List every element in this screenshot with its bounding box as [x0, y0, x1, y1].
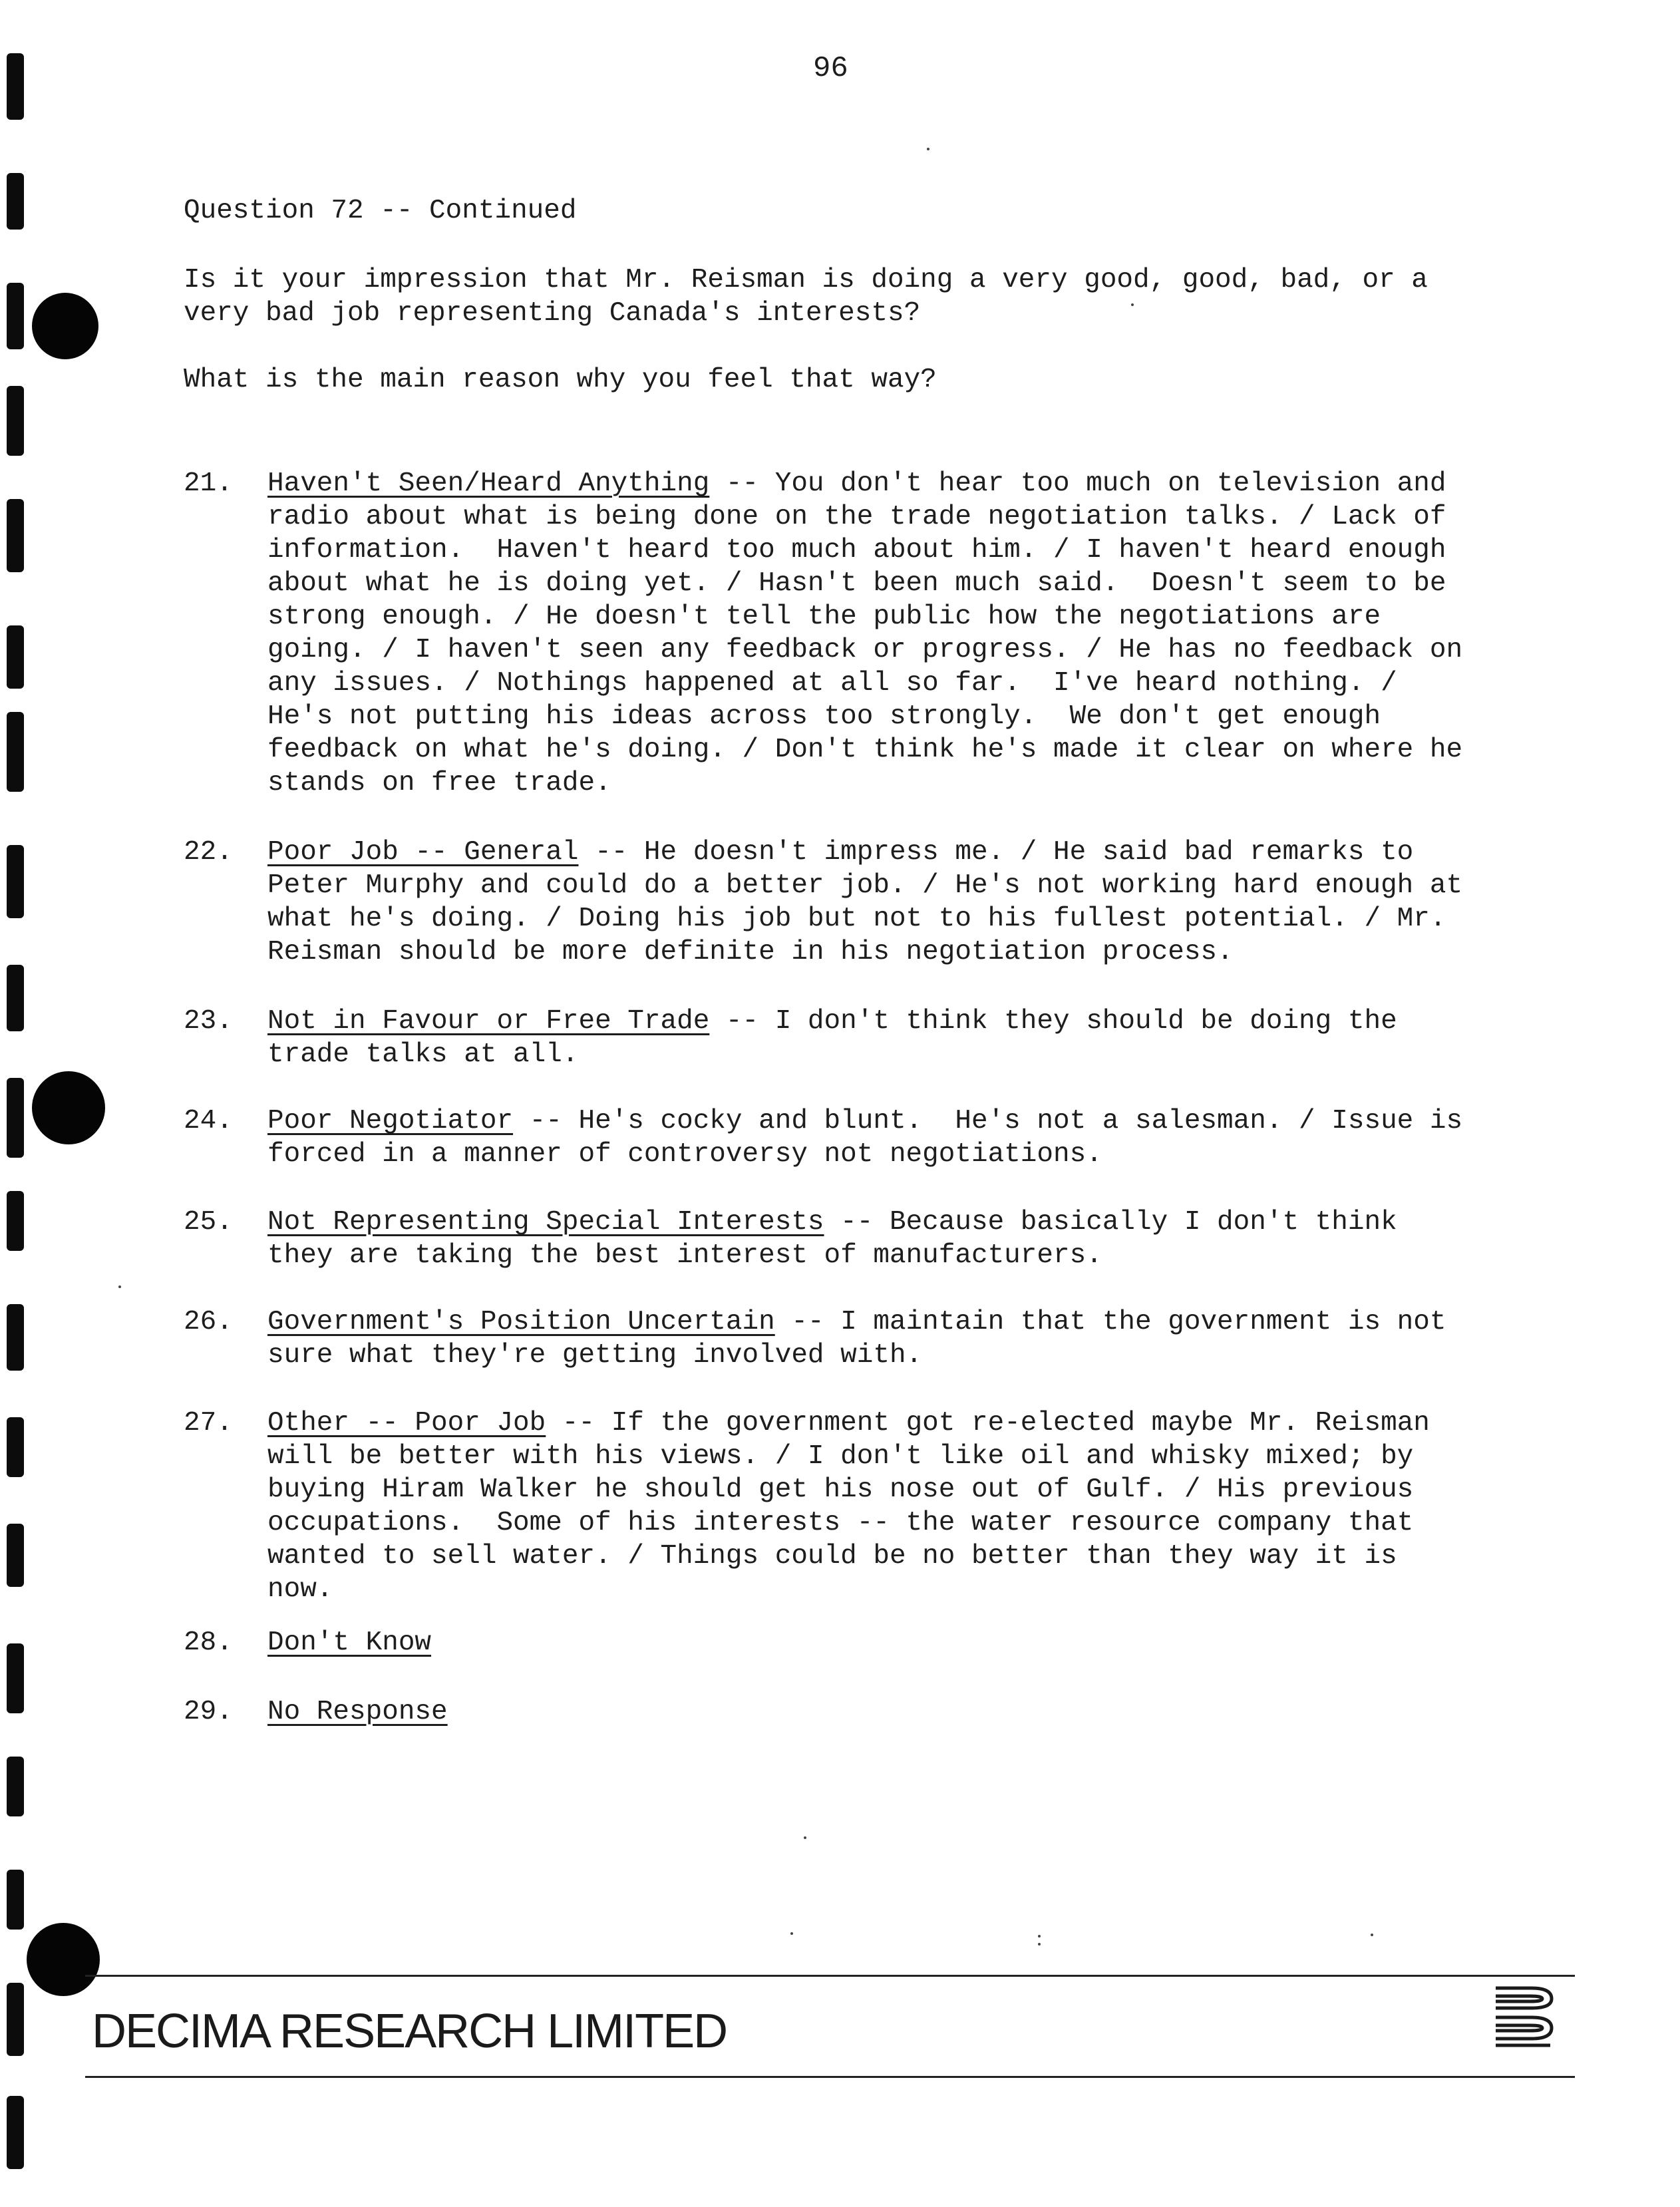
binder-mark: [7, 1191, 24, 1251]
item-text-line: going. / I haven't seen any feedback or progress. / He has no feedback on: [267, 635, 1463, 665]
item-category: Poor Negotiator: [267, 1106, 514, 1136]
item-text-line: -- You don't hear too much on television and: [709, 468, 1446, 499]
binder-mark: [7, 1417, 24, 1477]
item-number: 22.: [184, 837, 233, 868]
company-name: [92, 2004, 727, 2059]
item-text-line: -- He doesn't impress me. / He said bad remarks to: [578, 837, 1414, 868]
item-text-line: forced in a manner of controversy not negotiations.: [267, 1139, 1102, 1170]
item-text-line: trade talks at all.: [267, 1039, 579, 1070]
item-text-line: information. Haven't heard too much about him. / I haven't heard enough: [267, 535, 1446, 566]
binder-mark: [7, 499, 24, 572]
scan-speck: [1131, 303, 1134, 306]
question-line: very bad job representing Canada's interests?: [184, 298, 921, 329]
item-number: 25.: [184, 1207, 233, 1238]
binder-mark: [7, 845, 24, 918]
item-text-line: Reisman should be more definite in his negotiation process.: [267, 937, 1234, 967]
scan-speck: [1038, 1943, 1041, 1946]
item-text-line: sure what they're getting involved with.: [267, 1340, 923, 1371]
binder-mark: [7, 1870, 24, 1930]
item-text-line: -- Because basically I don't think: [824, 1207, 1397, 1238]
item-number: 26.: [184, 1307, 233, 1337]
punch-hole: [32, 1071, 105, 1144]
item-body: [267, 1104, 1462, 1171]
punch-hole: [32, 293, 98, 359]
item-category: Government's Position Uncertain: [267, 1307, 775, 1337]
item-body: [267, 1407, 1430, 1606]
scan-speck: [790, 1932, 793, 1935]
binder-mark: [7, 1524, 24, 1587]
item-text-line: what he's doing. / Doing his job but not to his fullest potential. / Mr.: [267, 904, 1446, 934]
binder-mark: [7, 283, 24, 349]
binder-mark: [7, 965, 24, 1031]
item-number: 27.: [184, 1408, 233, 1439]
item-text-line: strong enough. / He doesn't tell the public how the negotiations are: [267, 601, 1381, 632]
item-category: Haven't Seen/Heard Anything: [267, 468, 710, 499]
question-heading: Question 72 -- Continued: [184, 196, 577, 226]
item-number: 28.: [184, 1627, 233, 1658]
binder-mark: [7, 386, 24, 456]
footer-rule-top: [85, 1975, 1575, 1977]
item-number: 23.: [184, 1006, 233, 1037]
item-text-line: stands on free trade.: [267, 768, 611, 798]
question-text: [184, 263, 1428, 330]
binder-mark: [7, 1757, 24, 1816]
scan-speck: [1371, 1934, 1373, 1936]
binder-mark: [7, 1078, 24, 1158]
company-name-text: DECIMA RESEARCH LIMITED: [92, 2005, 727, 2058]
item-body: [267, 1695, 448, 1729]
item-text-line: buying Hiram Walker he should get his nose out of Gulf. / His previous: [267, 1474, 1414, 1505]
binder-mark: [7, 625, 24, 689]
item-category: Other -- Poor Job: [267, 1408, 546, 1439]
item-text-line: -- If the government got re-elected maybe Mr. Reisman: [546, 1408, 1430, 1439]
item-number: 21.: [184, 468, 233, 499]
item-text-line: He's not putting his ideas across too strongly. We don't get enough: [267, 701, 1381, 732]
binder-mark: [7, 1643, 24, 1713]
item-text-line: they are taking the best interest of manufacturers.: [267, 1240, 1102, 1271]
item-text-line: wanted to sell water. / Things could be no better than they way it is: [267, 1541, 1397, 1572]
punch-hole: [27, 1923, 100, 1996]
item-body: [267, 1206, 1397, 1272]
item-text-line: Peter Murphy and could do a better job. / He's not working hard enough at: [267, 870, 1463, 901]
item-body: [267, 1005, 1397, 1071]
item-text-line: -- I maintain that the government is not: [774, 1307, 1446, 1337]
item-text-line: -- I don't think they should be doing the: [709, 1006, 1397, 1037]
decima-logo-icon: [1490, 1979, 1564, 2052]
binder-mark: [7, 1304, 24, 1371]
item-category: Don't Know: [267, 1627, 432, 1658]
item-text-line: occupations. Some of his interests -- the water resource company that: [267, 1508, 1414, 1538]
item-text-line: -- He's cocky and blunt. He's not a salesman. / Issue is: [513, 1106, 1463, 1136]
scan-speck: [927, 148, 929, 150]
question-line: Is it your impression that Mr. Reisman is doing a very good, good, bad, or a: [184, 265, 1428, 295]
item-category: Poor Job -- General: [267, 837, 579, 868]
binder-mark: [7, 173, 24, 230]
scan-speck: [118, 1285, 121, 1288]
page-number: 96: [813, 52, 848, 85]
item-text-line: any issues. / Nothings happened at all so far. I've heard nothing. /: [267, 668, 1397, 699]
item-text-line: radio about what is being done on the trade negotiation talks. / Lack of: [267, 502, 1446, 532]
item-category: Not Representing Special Interests: [267, 1207, 824, 1238]
item-text-line: feedback on what he's doing. / Don't think he's made it clear on where he: [267, 735, 1463, 765]
item-category: No Response: [267, 1697, 448, 1727]
item-number: 29.: [184, 1697, 233, 1727]
item-text-line: about what he is doing yet. / Hasn't been much said. Doesn't seem to be: [267, 568, 1446, 599]
item-text-line: now.: [267, 1574, 333, 1605]
item-body: [267, 1305, 1446, 1372]
item-number: 24.: [184, 1106, 233, 1136]
item-body: [267, 1626, 431, 1659]
binder-mark: [7, 53, 24, 120]
item-body: [267, 836, 1462, 969]
item-category: Not in Favour or Free Trade: [267, 1006, 710, 1037]
footer-rule-bottom: [85, 2076, 1575, 2078]
binder-mark: [7, 2096, 24, 2169]
scan-speck: [804, 1836, 806, 1839]
item-text-line: will be better with his views. / I don't like oil and whisky mixed; by: [267, 1441, 1414, 1472]
binder-mark: [7, 1983, 24, 2056]
scan-speck: [1038, 1935, 1041, 1938]
item-body: [267, 467, 1462, 800]
binder-mark: [7, 712, 24, 792]
followup-question: What is the main reason why you feel that way?: [184, 365, 937, 395]
